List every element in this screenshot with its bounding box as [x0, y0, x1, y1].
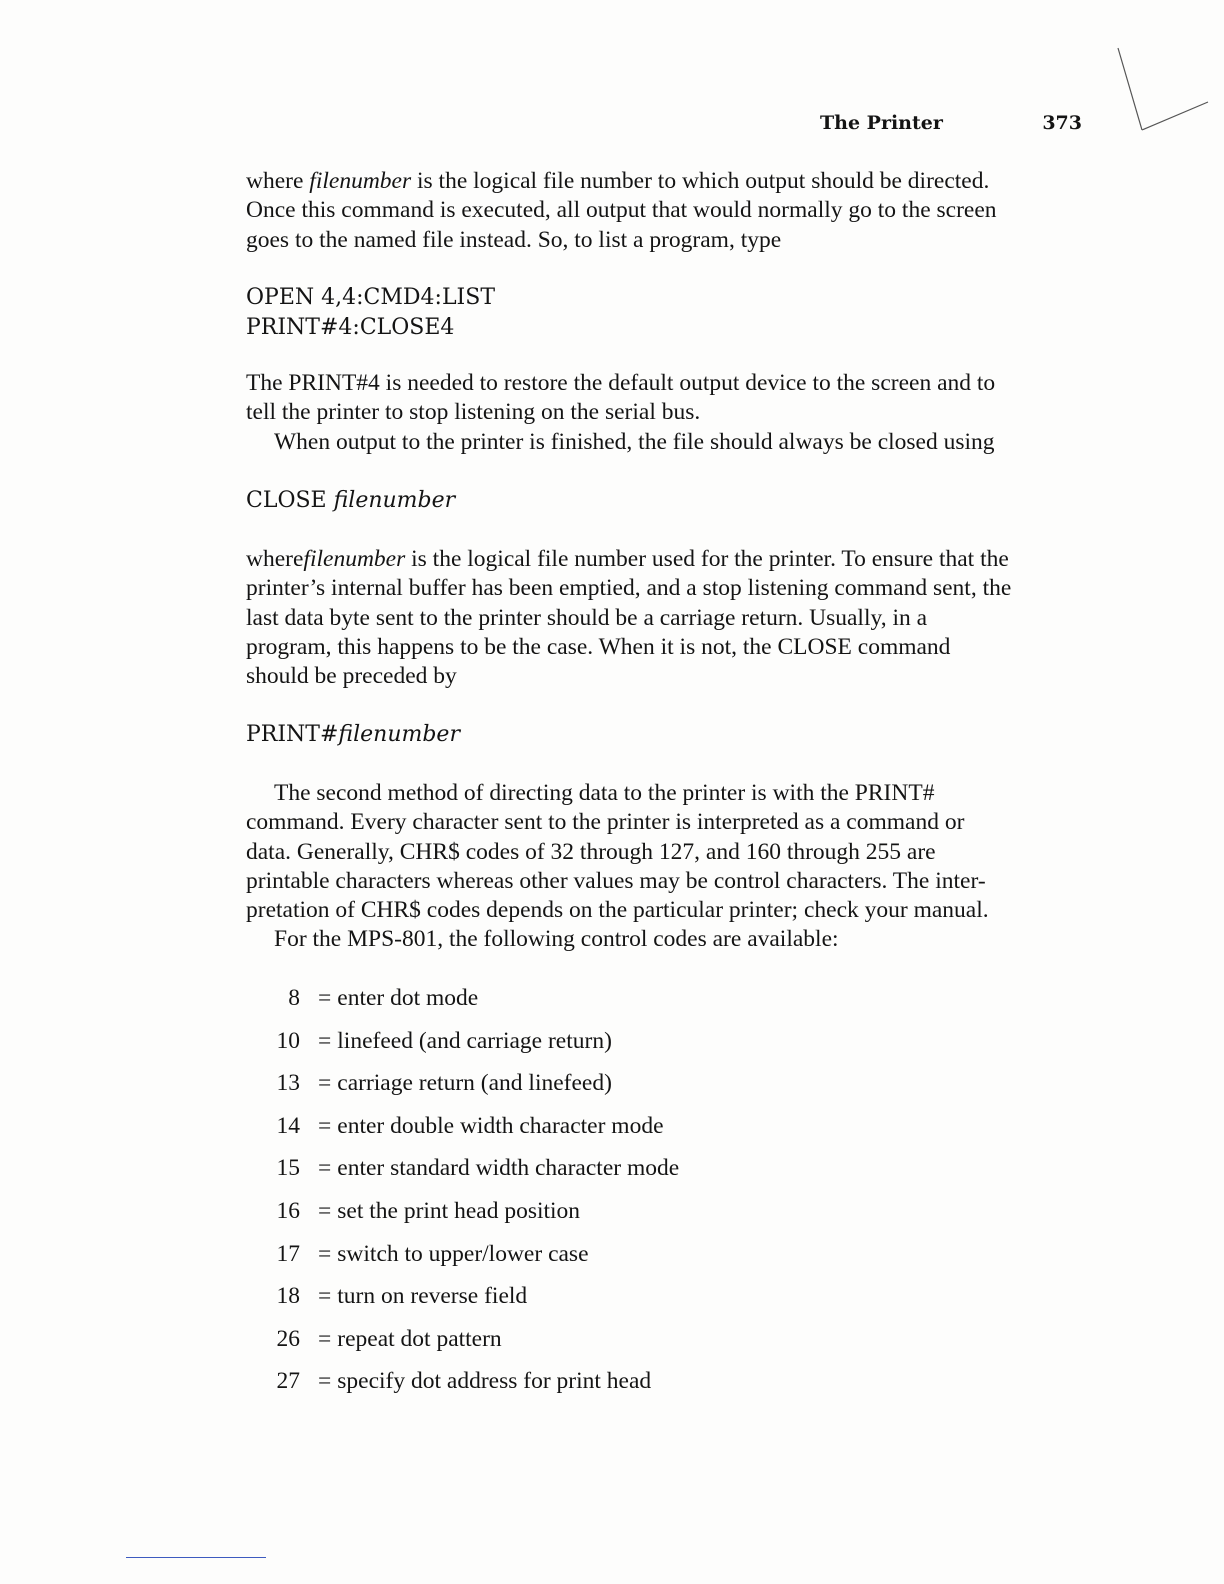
code-description: enter double width character mode — [337, 1112, 664, 1139]
text-line: printable characters whereas other values may be control characters. The inter- — [246, 867, 986, 894]
text-line: printer’s internal buffer has been emptied, and a stop listening command sent, the — [246, 575, 1012, 602]
code-description: enter standard width character mode — [337, 1155, 680, 1182]
footer-rule — [126, 1557, 266, 1558]
code-description: turn on reverse field — [337, 1283, 528, 1310]
code-example-print — [246, 720, 460, 750]
code-number: 18 — [276, 1283, 300, 1310]
code-argument: filenumber — [333, 488, 456, 513]
control-code-row — [252, 1111, 852, 1154]
control-code-row — [252, 983, 852, 1026]
equals-sign: = — [318, 1112, 332, 1139]
code-description: linefeed (and carriage return) — [337, 1027, 612, 1054]
paragraph-print4 — [246, 369, 1080, 457]
equals-sign: = — [318, 985, 332, 1011]
text-line: command. Every character sent to the printer is interpreted as a command or — [246, 809, 965, 836]
control-code-row — [252, 1153, 852, 1196]
code-description: set the print head position — [337, 1197, 581, 1224]
text-line: program, this happens to be the case. When it is not, the CLOSE command — [246, 633, 951, 660]
equals-sign: = — [318, 1027, 332, 1054]
text-line: pretation of CHR$ codes depends on the particular printer; check your manual. — [246, 897, 989, 924]
code-number: 17 — [276, 1240, 300, 1267]
code-description: carriage return (and linefeed) — [337, 1070, 612, 1097]
text-line: wherefilenumber is the logical file number used for the printer. To ensure that the — [246, 546, 1009, 572]
code-example-close — [246, 486, 455, 516]
running-header — [820, 112, 1082, 134]
control-code-row — [252, 1366, 852, 1409]
text-line: The second method of directing data to the printer is with the PRINT# — [274, 780, 935, 806]
control-code-row — [252, 1196, 852, 1239]
code-keyword: CLOSE — [246, 488, 334, 513]
control-code-list — [252, 983, 852, 1409]
equals-sign: = — [318, 1197, 332, 1224]
code-description: enter dot mode — [337, 985, 479, 1011]
equals-sign: = — [318, 1070, 332, 1097]
code-number: 14 — [276, 1112, 300, 1139]
filenumber-term: filenumber — [309, 168, 412, 194]
control-code-row — [252, 1281, 852, 1324]
code-description: switch to upper/lower case — [337, 1240, 589, 1267]
equals-sign: = — [318, 1155, 332, 1182]
equals-sign: = — [318, 1283, 332, 1310]
code-keyword: PRINT# — [246, 722, 339, 747]
code-example-list — [246, 283, 495, 342]
paragraph-filenumber-intro — [246, 167, 1080, 255]
header-title: The Printer — [820, 112, 943, 134]
code-number: 13 — [276, 1070, 300, 1097]
text-line: should be preceded by — [246, 663, 457, 690]
text-line: data. Generally, CHR$ codes of 32 through 127, and 160 through 255 are — [246, 838, 936, 865]
code-number: 10 — [276, 1027, 300, 1054]
code-description: repeat dot pattern — [337, 1325, 502, 1352]
text-line: tell the printer to stop listening on the serial bus. — [246, 399, 701, 426]
code-line: OPEN 4,4:CMD4:LIST — [246, 285, 495, 310]
page-number: 373 — [1042, 112, 1082, 134]
code-line: PRINT#4:CLOSE4 — [246, 314, 455, 340]
control-code-row — [252, 1068, 852, 1111]
page-corner-mark — [1110, 40, 1210, 140]
filenumber-term: filenumber — [303, 546, 406, 572]
code-number: 16 — [276, 1197, 300, 1224]
code-number: 27 — [276, 1368, 300, 1395]
text-line: Once this command is executed, all output that would normally go to the screen — [246, 197, 997, 224]
text-line: goes to the named file instead. So, to list a program, type — [246, 226, 782, 253]
code-argument: filenumber — [338, 722, 460, 747]
paragraph-close-filenumber — [246, 545, 1080, 691]
text-line: last data byte sent to the printer should be a carriage return. Usually, in a — [246, 604, 928, 631]
equals-sign: = — [318, 1240, 332, 1267]
code-description: specify dot address for print head — [337, 1368, 652, 1395]
code-number: 15 — [276, 1155, 300, 1182]
paragraph-print-method — [246, 779, 1080, 955]
control-code-row — [252, 1026, 852, 1069]
code-number: 26 — [276, 1325, 300, 1352]
control-code-row — [252, 1239, 852, 1282]
equals-sign: = — [318, 1368, 332, 1395]
code-number: 8 — [288, 985, 300, 1011]
text-line: The PRINT#4 is needed to restore the default output device to the screen and to — [246, 370, 996, 396]
text-line: For the MPS-801, the following control codes are available: — [274, 926, 839, 953]
equals-sign: = — [318, 1325, 332, 1352]
text-line: When output to the printer is finished, the file should always be closed using — [274, 428, 995, 455]
control-code-row — [252, 1324, 852, 1367]
text-line: where filenumber is the logical file number to which output should be directed. — [246, 168, 990, 194]
